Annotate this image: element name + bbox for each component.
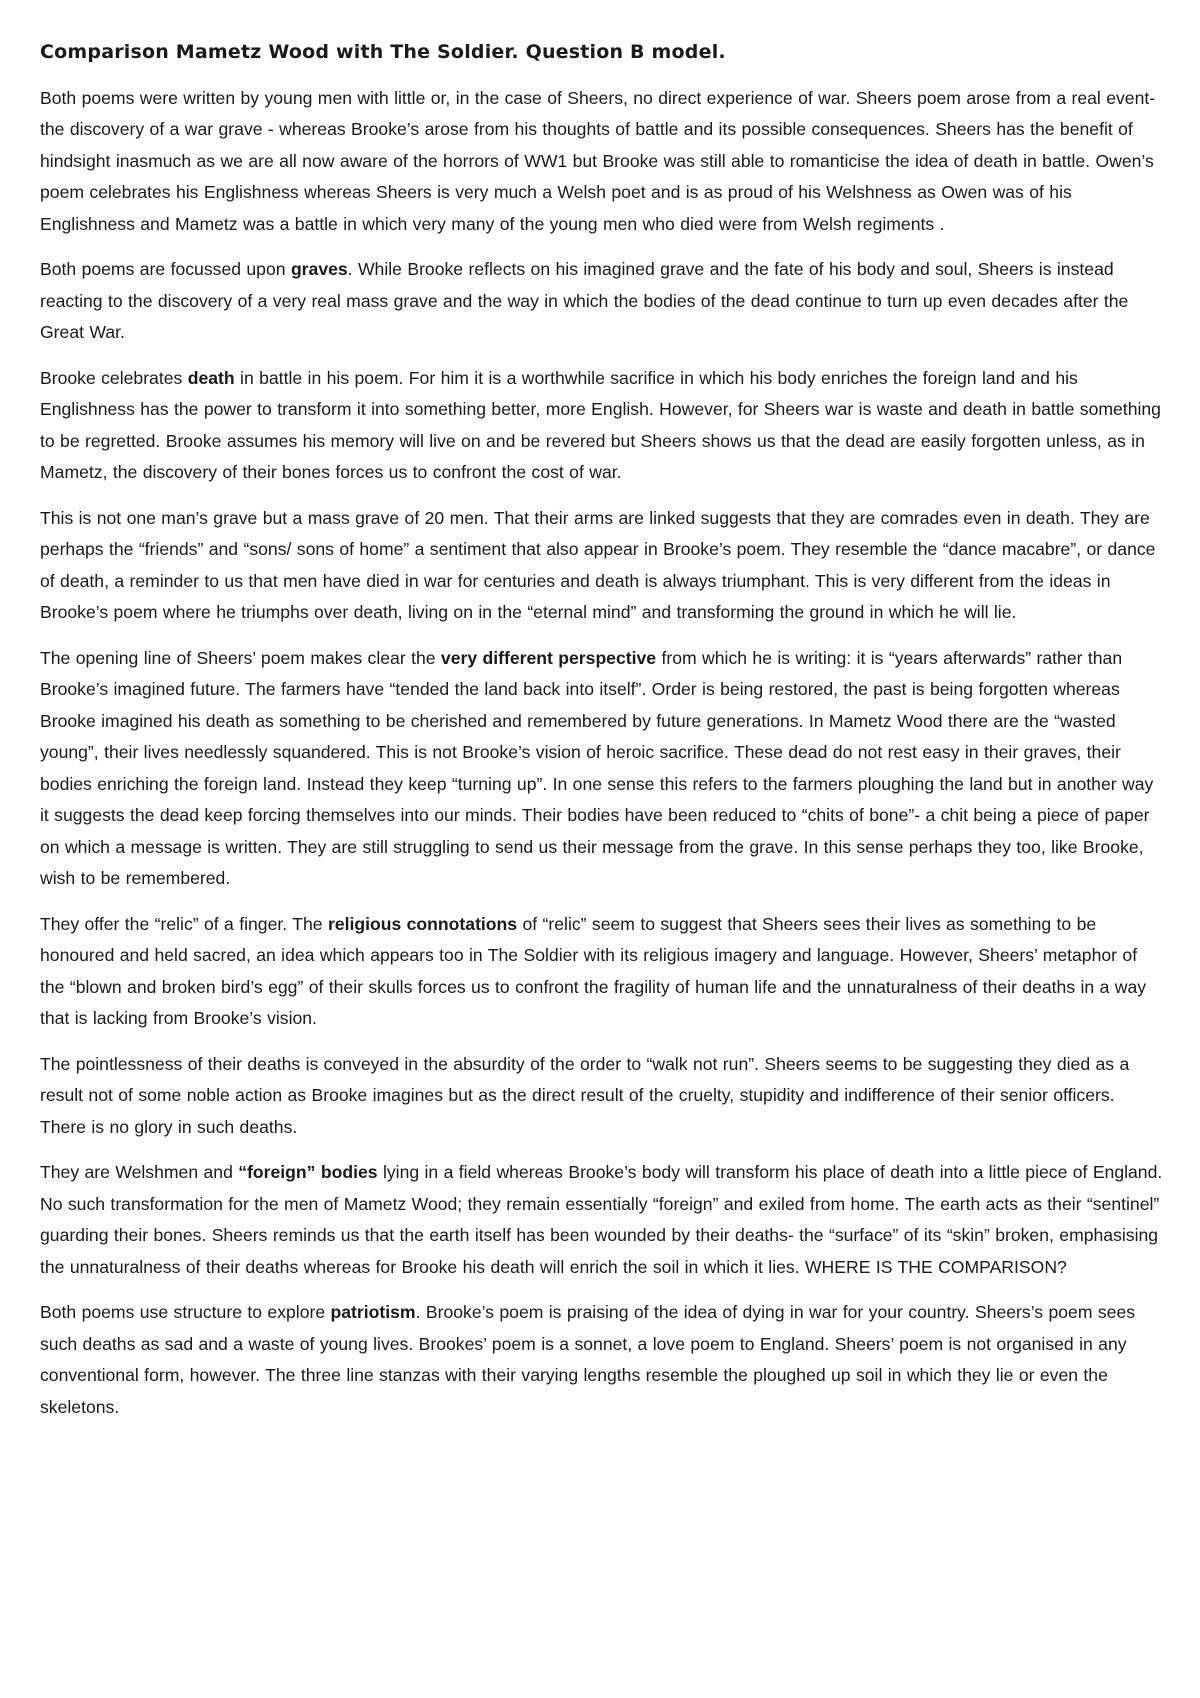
paragraph-text: from which he is writing: it is “years afterwards” rather than Brooke’s imagined future. The farmers have “tended the land back into itself”. Order is being restored, the past is being forgotten whereas Brooke imagined his death as something to be cherished and remembered by future generations. In Mametz Wood there are the “wasted young”, their lives needlessly squandered. This is not Brooke’s vision of heroic sacrifice. These dead do not rest easy in their graves, their bodies enriching the foreign land. Instead they keep “turning up”. In one sense this refers to the farmers ploughing the land but in another way it suggests the dead keep forcing themselves into our minds. Their bodies have been reduced to “chits of bone”- a chit being a piece of paper on which a message is written. They are still struggling to send us their message from the grave. In this sense perhaps they too, like Brooke, wish to be remembered.	[40, 647, 1154, 889]
bold-key-term: patriotism	[330, 1302, 416, 1323]
paragraph	[40, 909, 1165, 1035]
paragraph-text: Both poems are focussed upon	[40, 259, 291, 280]
paragraph-text: in battle in his poem. For him it is a worthwhile sacrifice in which his body enriches the foreign land and his Englishness has the power to transform it into something better, more English. However, for Sheers war is waste and death in battle something to be regretted. Brooke assumes his memory will live on and be revered but Sheers shows us that the dead are easily forgotten unless, as in Mametz, the discovery of their bones forces us to confront the cost of war.	[40, 367, 1161, 483]
bold-key-term: very different perspective	[440, 647, 657, 668]
paragraph-text: Both poems were written by young men with little or, in the case of Sheers, no direct experience of war. Sheers poem arose from a real event- the discovery of a war grave - whereas Brooke’s arose from his thoughts of battle and its possible consequences. Sheers has the benefit of hindsight inasmuch as we are all now aware of the horrors of WW1 but Brooke was still able to romanticise the idea of death in battle. Owen’s poem celebrates his Englishness whereas Sheers is very much a Welsh poet and is as proud of his Welshness as Owen was of his Englishness and Mametz was a battle in which very many of the young men who died were from Welsh regiments .	[40, 87, 1156, 234]
bold-key-term: religious connotations	[327, 913, 518, 934]
paragraph	[40, 643, 1165, 895]
paragraph-text: They are Welshmen and	[40, 1162, 239, 1183]
paragraph-text: lying in a field whereas Brooke’s body will transform his place of death into a little piece of England. No such transformation for the men of Mametz Wood; they remain essentially “foreign” and exiled from home. The earth acts as their “sentinel” guarding their bones. Sheers reminds us that the earth itself has been wounded by their deaths- the “surface” of its “skin” broken, emphasising the unnaturalness of their deaths whereas for Brooke his death will enrich the soil in which it lies. WHERE IS THE COMPARISON?	[40, 1162, 1163, 1277]
paragraph-text: Brooke celebrates	[40, 367, 188, 388]
paragraph-text: . Brooke’s poem is praising of the idea of dying in war for your country. Sheers’s poem sees such deaths as sad and a waste of young lives. Brookes’ poem is a sonnet, a love poem to England. Sheers’ poem is not organised in any conventional form, however. The three line stanzas with their varying lengths resemble the ploughed up soil in which they lie or even the skeletons.	[40, 1302, 1136, 1417]
paragraph-text: The opening line of Sheers’ poem makes clear the	[40, 647, 441, 668]
document-body	[40, 83, 1165, 1424]
bold-key-term: “foreign” bodies	[238, 1162, 378, 1183]
paragraph	[40, 363, 1165, 489]
paragraph-text: of “relic” seem to suggest that Sheers sees their lives as something to be honoured and held sacred, an idea which appears too in The Soldier with its religious imagery and language. However, Sheers’ metaphor of the “blown and broken bird’s egg” of their skulls forces us to confront the fragility of human life and the unnaturalness of their deaths in a way that is lacking from Brooke’s vision.	[40, 913, 1147, 1029]
document-title: Comparison Mametz Wood with The Soldier. Question B model.	[40, 41, 726, 63]
bold-key-term: graves	[290, 259, 348, 280]
paragraph-text: This is not one man’s grave but a mass grave of 20 men. That their arms are linked suggests that they are comrades even in death. They are perhaps the “friends” and “sons/ sons of home” a sentiment that also appear in Brooke’s poem. They resemble the “dance macabre”, or dance of death, a reminder to us that men have died in war for centuries and death is always triumphant. This is very different from the ideas in Brooke’s poem where he triumphs over death, living on in the “eternal mind” and transforming the ground in which he will lie.	[40, 507, 1156, 623]
paragraph-text: . While Brooke reflects on his imagined grave and the fate of his body and soul, Sheers is instead reacting to the discovery of a very real mass grave and the way in which the bodies of the dead continue to turn up even decades after the Great War.	[40, 259, 1129, 343]
paragraph	[40, 503, 1165, 629]
paragraph	[40, 254, 1165, 349]
paragraph	[40, 1297, 1165, 1423]
bold-key-term: death	[187, 367, 235, 388]
paragraph	[40, 83, 1165, 241]
paragraph-text: They offer the “relic” of a finger. The	[40, 913, 328, 934]
paragraph-text: Both poems use structure to explore	[40, 1302, 331, 1323]
paragraph	[40, 1157, 1165, 1283]
paragraph	[40, 1049, 1165, 1144]
document-page	[40, 40, 1165, 1437]
paragraph-text: The pointlessness of their deaths is conveyed in the absurdity of the order to “walk not run”. Sheers seems to be suggesting they died as a result not of some noble action as Brooke imagines but as the direct result of the cruelty, stupidity and indifference of their senior officers. There is no glory in such deaths.	[40, 1053, 1130, 1137]
